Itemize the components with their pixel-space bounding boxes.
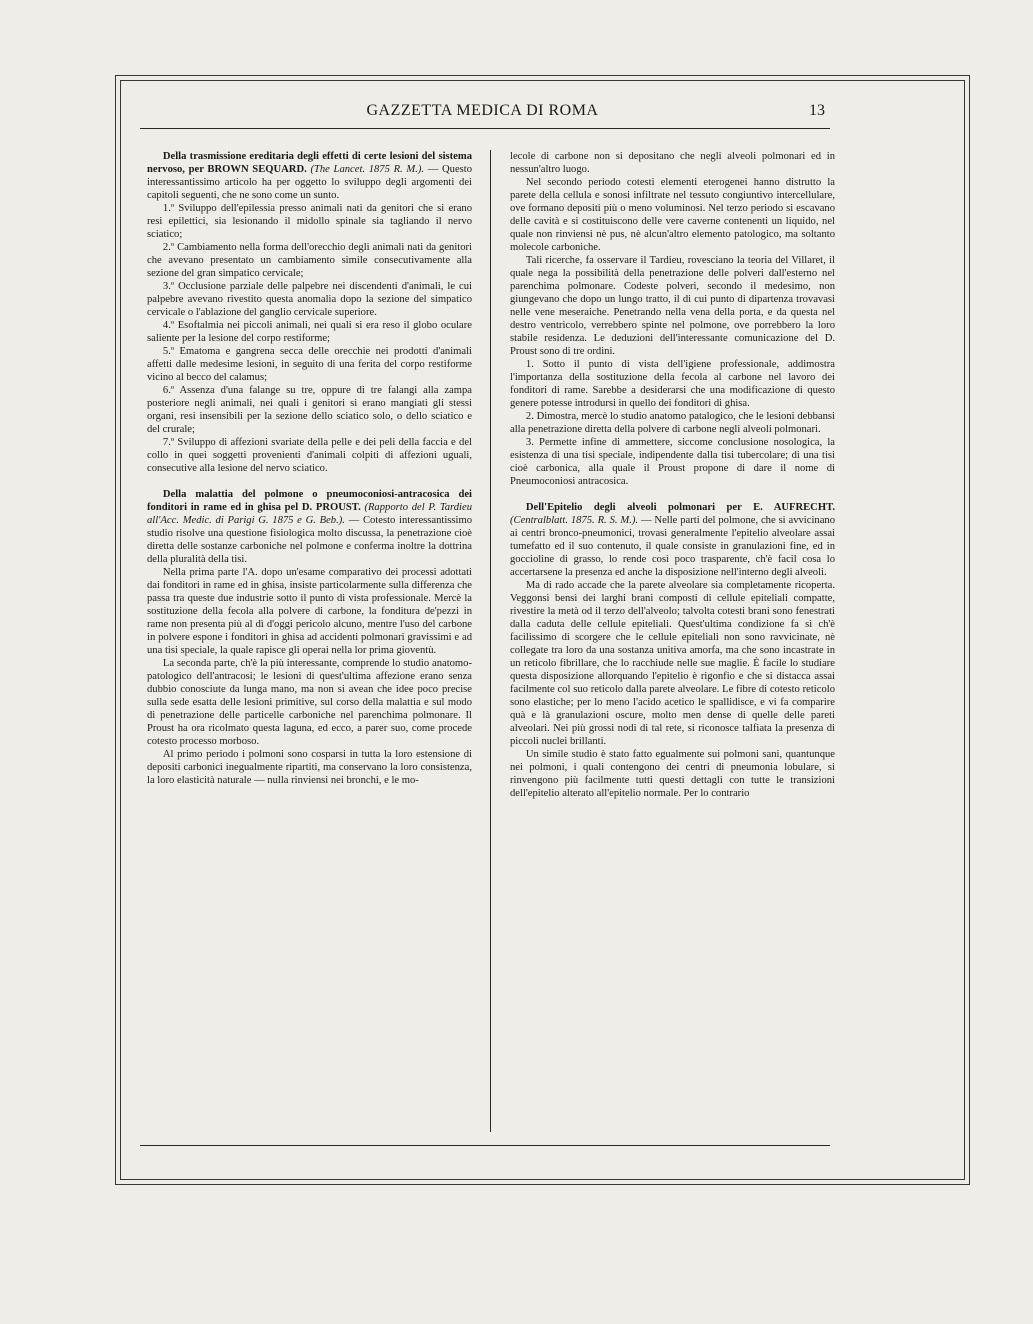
article-title: Della trasmissione ereditaria degli effetti di certe lesioni del sistema nervoso, per BROWN SEQUARD. (147, 151, 472, 175)
right-column (510, 150, 835, 1135)
article-paragraph: Nella prima parte l'A. dopo un'esame comparativo dei processi adottati dai fonditori in rame ed in ghisa, insiste particolarmente sulla differenza che passa tra queste due industrie sotto il punto di vista professionale. Mercè la sostituzione della fecola alla polvere di carbone, la fonditura de'pezzi in rame non presenta più al dì d'oggi pericolo alcuno, mentre l'uso del carbone in polvere espone i fonditori in ghisa ad accidenti polmonari gravissimi e ad una tisi speciale, la quale rapisce gli operai nella lor prima gioventù. (147, 567, 472, 656)
article-paragraph: 2. Dimostra, mercè lo studio anatomo patalogico, che le lesioni debbansi alla penetrazione diretta della polvere di carbone negli alveoli polmonari. (510, 411, 835, 435)
article-paragraph: 5.º Ematoma e gangrena secca delle orecchie nei prodotti d'animali affetti dalle medesime lesioni, in seguito di una ferita del corpo restiforme vicino al becco del calamus; (147, 346, 472, 383)
article-paragraph: Ma di rado accade che la parete alveolare sia completamente ricoperta. Veggonsi bensì dei larghi brani composti di cellule epiteliali compatte, rivestire la metà od il terzo dell'alveolo; talvolta cotesti brani sono fenestrati dalla caduta delle cellule epiteliali. Quest'ultima condizione fa sì ch'è facilissimo di scorgere che le cellule epiteliali non sono ravvicinate, nè collegate tra loro da una sostanza unitiva amorfa, ma che sono incastrate in un reticolo fibrillare, che lo racchiude nelle sue maglie. È facile lo studiare questa disposizione allorquando l'epitelio è rigonfio e che si distacca assai facilmente col suo reticolo dalla parete alveolare. Le fibre di cotesto reticolo sono elastiche; per lo meno l'acido acetico le spallidisce, e vi fa comparire quà e là granulazioni oscure, molto men dense di quelle delle pareti alveolari. Nei più grossi nodi di tal rete, si riconosce talfiata la presenza di piccoli nuclei brillanti. (510, 580, 835, 747)
article-source: (Centralblatt. 1875. R. S. M.). (510, 515, 639, 526)
bottom-rule (140, 1145, 830, 1146)
article-intro: — Cotesto interessantissimo studio risolve una questione fisiologica molto discussa, la penetrazione cioè diretta delle sostanze carboniche nel polmone e conferma inoltre la dottrina della pluralità della tisi. (147, 515, 472, 565)
article-paragraph: La seconda parte, ch'è la più interessante, comprende lo studio anatomo-patologico dell'antracosi; le lesioni di quest'ultima affezione erano senza dubbio conosciute da lunga mano, ma non si avean che idee poco precise sulla sede esatta delle lesioni primitive, sul corso della malattia e sul modo di penetrazione delle particelle carboniche nel parenchima polmonare. Il Proust ha ora ricolmato questa laguna, ed ecco, a parer suo, come procede cotesto processo morboso. (147, 658, 472, 747)
left-column (147, 150, 472, 1135)
article-paragraph: 3.º Occlusione parziale delle palpebre nei discendenti d'animali, le cui palpebre avevano rivestito questa anomalia dopo la sezione del simpatico cervicale o l'ablazione del ganglio cervicale superiore. (147, 281, 472, 318)
article-intro: — Nelle parti del polmone, che si avvicinano ai centri bronco-pneumonici, trovasi generalmente l'epitelio alveolare assai tumefatto ed il suo contenuto, il quale consiste in granulazioni fine, ed in goccioline di grasso, lo rende così poco trasparente, ch'è facil cosa lo accertarsene la presenza ed anche la disposizione nell'interno degli alveoli. (510, 515, 835, 578)
article-paragraph (147, 488, 472, 566)
header-rule (140, 128, 830, 129)
article-paragraph (147, 150, 472, 202)
column-divider (490, 150, 491, 1132)
article-source: (The Lancet. 1875 R. M.). (310, 164, 425, 175)
article-paragraph: 3. Permette infine di ammettere, siccome conclusione nosologica, la esistenza di una tisi speciale, indipendente dalla tisi tubercolare; di una tisi cioè carbonica, alla quale il Proust propone di dare il nome di Pneumoconiosi antracosica. (510, 437, 835, 487)
article-paragraph: 6.º Assenza d'una falange su tre, oppure di tre falangi alla zampa posteriore negli animali, nei quali i genitori si erano mangiati gli stessi organi, resi insensibili per la sezione dello sciatico solo, o dello sciatico e del crurale; (147, 385, 472, 435)
article-paragraph: Nel secondo periodo cotesti elementi eterogenei hanno distrutto la parete della cellula e sonosi infiltrate nel tessuto congiuntivo intercellulare, ove formano depositi più o meno voluminosi. Nel terzo periodo si escavano delle cavità e si costituiscono delle vere caverne contenenti un liquido, nel quale non rinviensi nè pus, nè alcun'altro elemento patologico, ma soltanto molecole carboniche. (510, 177, 835, 253)
article-paragraph: 7.º Sviluppo di affezioni svariate della pelle e dei peli della faccia e del collo in quei soggetti provenienti d'animali colpiti di affezioni uguali, consecutive alla lesione del nervo sciatico. (147, 437, 472, 474)
article-paragraph: 1. Sotto il punto di vista dell'igiene professionale, addimostra l'importanza della sostituzione della fecola al carbone nel lavoro dei fonditori di rame. Sarebbe a desiderarsi che una modificazione di questo genere potesse introdursi in quello dei fonditori di ghisa. (510, 359, 835, 409)
article-paragraph: 1.º Sviluppo dell'epilessia presso animali nati da genitori che si erano resi epilettici, sia lesionando il midollo spinale sia tagliando il nervo sciatico; (147, 203, 472, 240)
journal-title: GAZZETTA MEDICA DI ROMA (366, 102, 599, 119)
article-paragraph: Tali ricerche, fa osservare il Tardieu, rovesciano la teoria del Villaret, il quale nega la possibilità della penetrazione delle polveri dall'esterno nel parenchima polmonare. Codeste polveri, secondo il medesimo, non giungevano che dopo un lungo tratto, il di cui punto di dipartenza trovavasi nelle vene meseraiche. Penetrando nella vena della porta, e da questa nel destro ventricolo, verrebbero spinte nel polmone, ove porrebbero la loro stabile residenza. Le deduzioni dell'interessante comunicazione del D. Proust sono di tre ordini. (510, 255, 835, 357)
page-number: 13 (809, 102, 825, 119)
article-source: (Rapporto del P. Tardieu all'Acc. Medic. di Parigi G. 1875 e G. Beb.). (147, 502, 472, 526)
article-paragraph: lecole di carbone non si depositano che negli alveoli polmonari ed in nessun'altro luogo. (510, 151, 835, 175)
article-paragraph (510, 501, 835, 579)
article-paragraph: 2.º Cambiamento nella forma dell'orecchio degli animali nati da genitori che avevano presentato un cambiamento simile consecutivamente alla sezione del gran simpatico cervicale; (147, 242, 472, 279)
article-paragraph: Al primo periodo i polmoni sono cosparsi in tutta la loro estensione di depositi carbonici inegualmente ripartiti, ma conservano la loro consistenza, la loro elasticità naturale — nulla rinviensi nei bronchi, e le mo- (147, 749, 472, 786)
running-header (140, 102, 825, 128)
article-intro: — Questo interessantissimo articolo ha per oggetto lo sviluppo degli argomenti dei capitoli seguenti, che ne sono come un sunto. (147, 164, 472, 201)
article-title: Della malattia del polmone o pneumoconiosi-antracosica dei fonditori in rame ed in ghisa pel D. PROUST. (147, 489, 472, 513)
article-paragraph: Un simile studio è stato fatto egualmente sui polmoni sani, quantunque nei polmoni, i quali contengono dei centri di pneumonia lobulare, si rinvengono più facilmente tutti questi dettagli con tutte le transizioni dell'epitelio alterato all'epitelio normale. Per lo contrario (510, 749, 835, 799)
article-paragraph: 4.º Esoftalmia nei piccoli animali, nei quali si era reso il globo oculare saliente per la lesione del corpo restiforme; (147, 320, 472, 344)
article-title: Dell'Epitelio degli alveoli polmonari per E. AUFRECHT. (525, 502, 835, 513)
